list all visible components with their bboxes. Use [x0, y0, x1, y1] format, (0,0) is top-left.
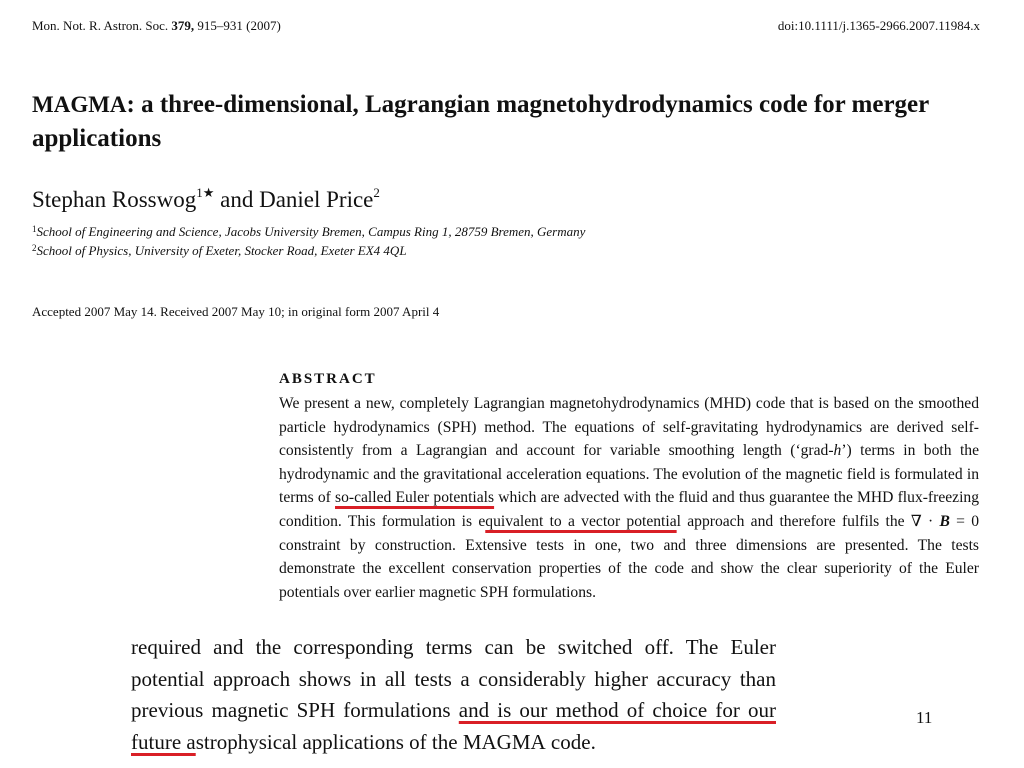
abstract-h-symbol: h [833, 442, 842, 460]
received-accepted-dates: Accepted 2007 May 14. Received 2007 May 10; in original form 2007 April 4 [32, 304, 440, 319]
abstract-heading: ABSTRACT [279, 371, 377, 387]
journal-citation [32, 18, 281, 34]
paper-title [32, 88, 932, 156]
abstract-body [279, 392, 979, 604]
conclusion-excerpt [131, 632, 776, 758]
journal-prefix: Mon. Not. R. Astron. Soc. [32, 18, 172, 33]
author-1: Stephan Rosswog [32, 187, 197, 212]
affiliation-1-number: 1 [32, 224, 37, 234]
affiliation-2-number: 2 [32, 243, 37, 253]
title-code-name: MAGMA [32, 92, 127, 117]
affiliation-1 [32, 224, 585, 240]
journal-pages-year: 915–931 (2007) [194, 18, 281, 33]
author-2-superscript: 2 [373, 185, 380, 200]
highlight-vector-potential: quivalent to a vector potentia [485, 512, 677, 530]
author-1-superscript: 1★ [196, 185, 215, 200]
author-list [32, 187, 380, 213]
doi: doi:10.1111/j.1365-2966.2007.11984.x [777, 18, 980, 33]
abstract-text-4: l approach and therefore fulfils the ∇ · [676, 512, 940, 530]
affiliation-2 [32, 243, 407, 259]
affiliation-1-text: School of Engineering and Science, Jacobs University Bremen, Campus Ring 1, 28759 Bremen, Germany [36, 224, 586, 239]
abstract-text-5: = 0 constraint by construction. Extensive tests in one, two and three dimensions are presented. The tests demonstrate the excellent conservation properties of the code and show the clear superiority of the Euler potentials over earlier magnetic SPH formulations. [279, 512, 980, 601]
highlight-method-of-choice: and is our method of choice for our future a [131, 698, 776, 754]
journal-volume: 379, [171, 18, 195, 33]
excerpt-text-1: required and the corresponding terms can be switched off. The Euler potential approach shows in all tests a considerably higher accuracy than previous magnetic SPH formulations [131, 635, 776, 722]
abstract-text-2: ’) terms in both the hydrodynamic and the gravitational acceleration equations. The evolution of the magnetic field is formulated in terms of [279, 442, 979, 507]
abstract-text-1: We present a new, completely Lagrangian magnetohydrodynamics (MHD) code that is based on the smoothed particle hydrodynamics (SPH) method. The equations of self-gravitating hydrodynamics are derived self-consistently from a Lagrangian and account for variable smoothing length (‘grad- [279, 395, 979, 460]
title-text: : a three-dimensional, Lagrangian magnetohydrodynamics code for merger applications [32, 91, 929, 152]
excerpt-text-3: code. [545, 729, 596, 754]
page-number: 11 [916, 708, 933, 727]
excerpt-code-name: MAGMA [462, 729, 546, 754]
affiliation-2-text: School of Physics, University of Exeter, Stocker Road, Exeter EX4 4QL [36, 243, 407, 258]
highlight-euler-potentials: so-called Euler potentials [335, 489, 495, 507]
abstract-b-symbol: B [939, 512, 950, 530]
author-2: Daniel Price [259, 187, 374, 212]
excerpt-text-2: strophysical applications of the [195, 729, 463, 754]
abstract-text-3: which are advected with the fluid and thus guarantee the MHD flux-freezing condition. This formulation is e [279, 489, 980, 530]
author-conjunction: and [214, 187, 260, 212]
